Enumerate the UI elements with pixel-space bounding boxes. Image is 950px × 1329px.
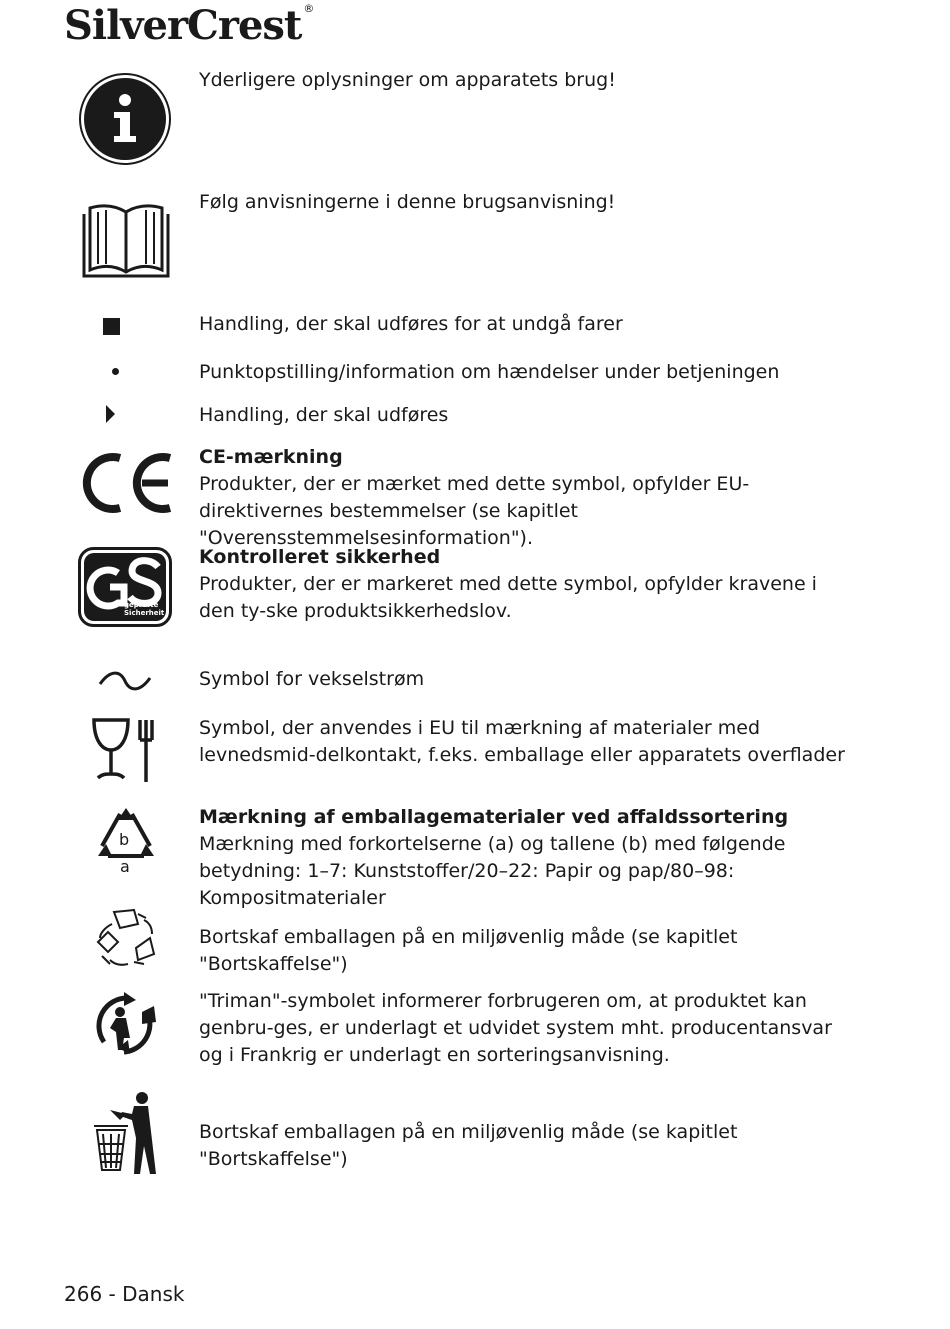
item-text: Mærkning med forkortelserne (a) og tallene (b) med følgende betydning: 1–7: Kunststoffer/20–22: Papir og pap/80–98: Kompositmaterialer [199, 833, 786, 909]
recycle-packaging-icon [94, 908, 158, 968]
waste-bin-person-icon [90, 1090, 162, 1176]
food-contact-icon [90, 716, 158, 784]
item-text: Produkter, der er mærket med dette symbol, opfylder EU-direktivernes bestemmelser (se kapitlet "Overensstemmelsesinformation"). [199, 473, 750, 549]
item-text: Symbol for vekselstrøm [199, 668, 425, 690]
alternating-current-icon [98, 670, 152, 692]
item-text: Produkter, der er markeret med dette symbol, opfylder kravene i den ty-ske produktsikkerhedslov. [199, 573, 817, 622]
item-text: "Triman"-symbolet informerer forbrugeren om, at produktet kan genbru-ges, er underlagt et udvidet system mht. producentansvar og i Frankrig er underlagt en sorteringsanvisning. [199, 990, 832, 1066]
item-text: Handling, der skal udføres [199, 404, 449, 426]
gs-mark-icon [78, 547, 172, 627]
brand-logo: SilverCrest ® [64, 2, 314, 49]
manual-book-icon [80, 204, 172, 280]
recycling-code-b: b [119, 830, 130, 849]
item-title: Mærkning af emballagematerialer ved affaldssortering [199, 806, 789, 828]
triangle-arrow-icon [106, 405, 116, 423]
item-title: Kontrolleret sikkerhed [199, 546, 441, 568]
item-text: Punktopstilling/information om hændelser under betjeningen [199, 361, 780, 383]
item-text: Følg anvisningerne i denne brugsanvisning! [199, 191, 616, 213]
ce-mark-icon [80, 450, 174, 516]
gs-mark-label: geprüfte Sicherheit [124, 601, 165, 617]
item-text: Yderligere oplysninger om apparatets brug! [199, 69, 616, 91]
item-text: Symbol, der anvendes i EU til mærkning af materialer med levnedsmid-delkontakt, f.eks. emballage eller apparatets overflader [199, 717, 845, 766]
square-bullet-icon [103, 318, 120, 335]
dot-bullet-icon [112, 368, 119, 375]
recycling-code-a: a [120, 857, 130, 876]
item-block-gs [199, 544, 849, 625]
item-text: Handling, der skal udføres for at undgå farer [199, 313, 623, 335]
item-text: Bortskaf emballagen på en miljøvenlig måde (se kapitlet "Bortskaffelse") [199, 926, 738, 975]
item-block-recycling [199, 804, 849, 912]
recycling-code-icon [94, 806, 158, 878]
triman-icon [90, 992, 160, 1056]
page-footer: 266 - Dansk [64, 1282, 185, 1306]
info-icon [78, 72, 172, 166]
item-title: CE-mærkning [199, 446, 343, 468]
item-text: Bortskaf emballagen på en miljøvenlig måde (se kapitlet "Bortskaffelse") [199, 1121, 738, 1170]
item-block-ce [199, 444, 849, 552]
